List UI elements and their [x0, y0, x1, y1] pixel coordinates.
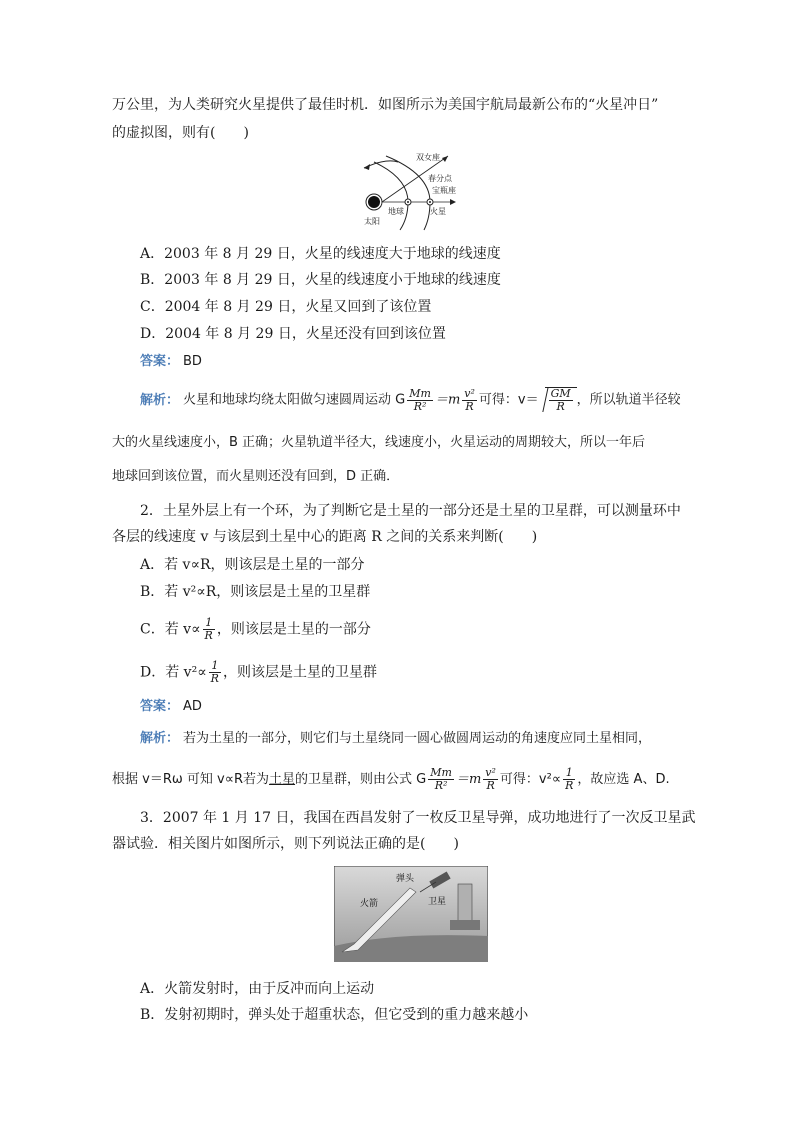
analysis-text: 火星和地球均绕太阳做匀速圆周运动 G: [183, 392, 406, 408]
analysis-label: 解析：: [140, 392, 180, 408]
analysis-text: ，所以轨道半径较: [576, 392, 681, 408]
q1-answer: [140, 352, 202, 372]
intro-line-2: 的虚拟图，则有( ): [112, 125, 249, 141]
q1-option-a: A．2003 年 8 月 29 日，火星的线速度大于地球的线速度: [140, 246, 501, 262]
label-satellite: 卫星: [428, 897, 447, 907]
q3-option-a: A．火箭发射时，由于反冲而向上运动: [140, 981, 375, 997]
answer-label: 答案：: [140, 699, 180, 714]
q3-option-b: B．发射初期时，弹头处于超重状态，但它受到的重力越来越小: [140, 1007, 529, 1023]
label-earth: 地球: [388, 207, 404, 216]
fraction-v2-r: $\frac{\text{v²}}{R}$: [464, 386, 475, 413]
q2-answer: [140, 697, 202, 717]
satellite-shape: [458, 884, 472, 924]
fraction-mm-r2: $\frac{Mm}{\text{R²}}$: [409, 386, 431, 413]
q2-analysis-line-2: 根据 v＝Rω 可知 v∝R若为土星的卫星群，则由公式 G $\frac{Mm}{\text{R²}}$ ＝m $\frac{\text{v²}}{R}$ 可得：v²∝ $\frac{1}{R}$ ，故应选 A、D.: [112, 766, 670, 792]
fraction-v2-r: $\frac{\text{v²}}{R}$: [485, 766, 496, 792]
mars-opposition-figure: [356, 148, 476, 232]
q1-analysis-line-1: [140, 387, 681, 413]
q1-analysis-line-2: 大的火星线速度小，B 正确；火星轨道半径大，线速度小，火星运动的周期较大，所以一年后: [112, 435, 646, 450]
q2-analysis-line-1: 解析： 若为土星的一部分，则它们与土星绕同一圆心做圆周运动的角速度应同土星相同，: [140, 731, 652, 746]
mars-orbit: [386, 156, 430, 230]
answer-value: BD: [183, 354, 202, 369]
underlined-term: 土星: [269, 772, 296, 787]
eq-m: ＝m: [434, 392, 461, 408]
label-sun: 太阳: [364, 217, 380, 226]
q3-stem-line-2: 器试验．相关图片如图所示，则下列说法正确的是( ): [112, 836, 459, 852]
q2-option-b: B．若 v²∝R，则该层是土星的卫星群: [140, 584, 371, 600]
answer-value: AD: [183, 699, 202, 714]
label-mars: 火星: [430, 207, 446, 216]
analysis-label: 解析：: [140, 731, 180, 746]
fraction-mm-r2: $\frac{Mm}{\text{R²}}$: [430, 766, 452, 792]
sun-icon: [368, 196, 380, 208]
fraction-1-r: $\frac{1}{R}$: [565, 766, 574, 792]
label-aquarius: 双女座: [416, 153, 440, 162]
q3-stem-line-1: 3．2007 年 1 月 17 日，我国在西昌发射了一枚反卫星导弹，成功地进行了一次反卫星武: [140, 810, 696, 826]
q1-option-c: C．2004 年 8 月 29 日，火星又回到了该位置: [140, 299, 432, 315]
sqrt-gm-r: $\frac{GM}{R}$: [545, 387, 577, 413]
q1-option-d: D．2004 年 8 月 29 日，火星还没有回到该位置: [140, 326, 446, 342]
q2-option-a: A．若 v∝R，则该层是土星的一部分: [140, 557, 365, 573]
rocket-photo-figure: [334, 866, 488, 962]
q1-analysis-line-3: 地球回到该位置，而火星则还没有回到，D 正确．: [112, 469, 400, 484]
q2-stem-line-1: 2．土星外层上有一个环，为了判断它是土星的一部分还是土星的卫星群，可以测量环中: [140, 503, 681, 519]
label-baoping: 宝瓶座: [432, 186, 456, 195]
q1-option-b: B．2003 年 8 月 29 日，火星的线速度小于地球的线速度: [140, 272, 501, 288]
q2-option-c: C．若 v∝ $\frac{1}{R}$ ，则该层是土星的一部分: [140, 616, 371, 642]
intro-line-1: 万公里，为人类研究火星提供了最佳时机．如图所示为美国宇航局最新公布的“火星冲日”: [112, 97, 659, 113]
fraction-1-r: $\frac{1}{R}$: [210, 659, 219, 685]
label-vernal-point: 春分点: [428, 174, 452, 183]
analysis-text: 可得：v＝: [478, 392, 539, 408]
fraction-1-r: $\frac{1}{R}$: [204, 616, 213, 642]
q2-stem-line-2: 各层的线速度 v 与该层到土星中心的距离 R 之间的关系来判断( ): [112, 529, 538, 545]
answer-label: 答案：: [140, 354, 180, 369]
q2-option-d: D．若 v²∝ $\frac{1}{R}$ ，则该层是土星的卫星群: [140, 659, 377, 685]
label-rocket: 火箭: [360, 899, 379, 909]
label-warhead: 弹头: [396, 874, 415, 884]
